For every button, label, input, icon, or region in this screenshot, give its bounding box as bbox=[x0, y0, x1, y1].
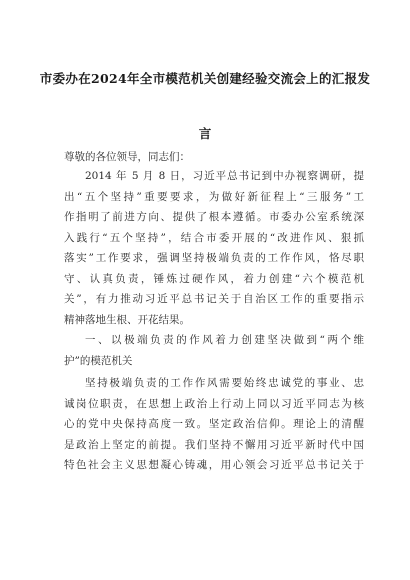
paragraph-line: 2014 年 5 月 8 日，习近平总书记到中办视察调研，提 bbox=[85, 170, 364, 182]
paragraph-line: 精神落地生根、开花结果。 bbox=[64, 313, 190, 326]
paragraph-line: 是政治上坚定的前提。我们坚持不懈用习近平新时代中国 bbox=[64, 438, 364, 451]
document-title-line-1: 市委办在2024年全市模范机关创建经验交流会上的汇报发 bbox=[39, 71, 371, 86]
paragraph-line: 护”的模范机关 bbox=[64, 354, 133, 367]
paragraph-line: 特色社会主义思想凝心铸魂，用心领会习近平总书记关于 bbox=[64, 459, 364, 471]
paragraph-line: 一、以极端负责的作风着力创建坚决做到“两个维 bbox=[85, 334, 364, 346]
paragraph-line: 坚持极端负责的工作作风需要始终忠诚党的事业、忠 bbox=[85, 377, 364, 389]
paragraph-line: 诚岗位职责，在思想上政治上行动上同以习近平同志为核 bbox=[64, 397, 364, 410]
paragraph-section-1 bbox=[64, 373, 364, 476]
document-title-line-2: 言 bbox=[198, 126, 212, 141]
paragraph-line: 心的党中央保持高度一致。坚定政治信仰。理论上的清醒 bbox=[64, 418, 364, 430]
section-heading-1 bbox=[64, 330, 364, 371]
paragraph-line: 守、认真负责，锤炼过硬作风，着力创建“六个模范机 bbox=[64, 272, 364, 285]
paragraph-intro bbox=[64, 166, 364, 330]
paragraph-line: 出“五个坚持”重要要求，为做好新征程上“三服务”工 bbox=[64, 190, 364, 203]
salutation: 尊敬的各位领导，同志们： bbox=[64, 151, 190, 163]
paragraph-line: 关”，有力推动习近平总书记关于自治区工作的重要指示 bbox=[64, 293, 364, 305]
paragraph-line: 作指明了前进方向、提供了根本遵循。市委办公室系统深 bbox=[64, 211, 364, 223]
paragraph-line: 入践行“五个坚持”，结合市委开展的“改进作风、狠抓 bbox=[64, 231, 364, 244]
paragraph-line: 落实”工作要求，强调坚持极端负责的工作作风，恪尽职 bbox=[64, 252, 364, 264]
